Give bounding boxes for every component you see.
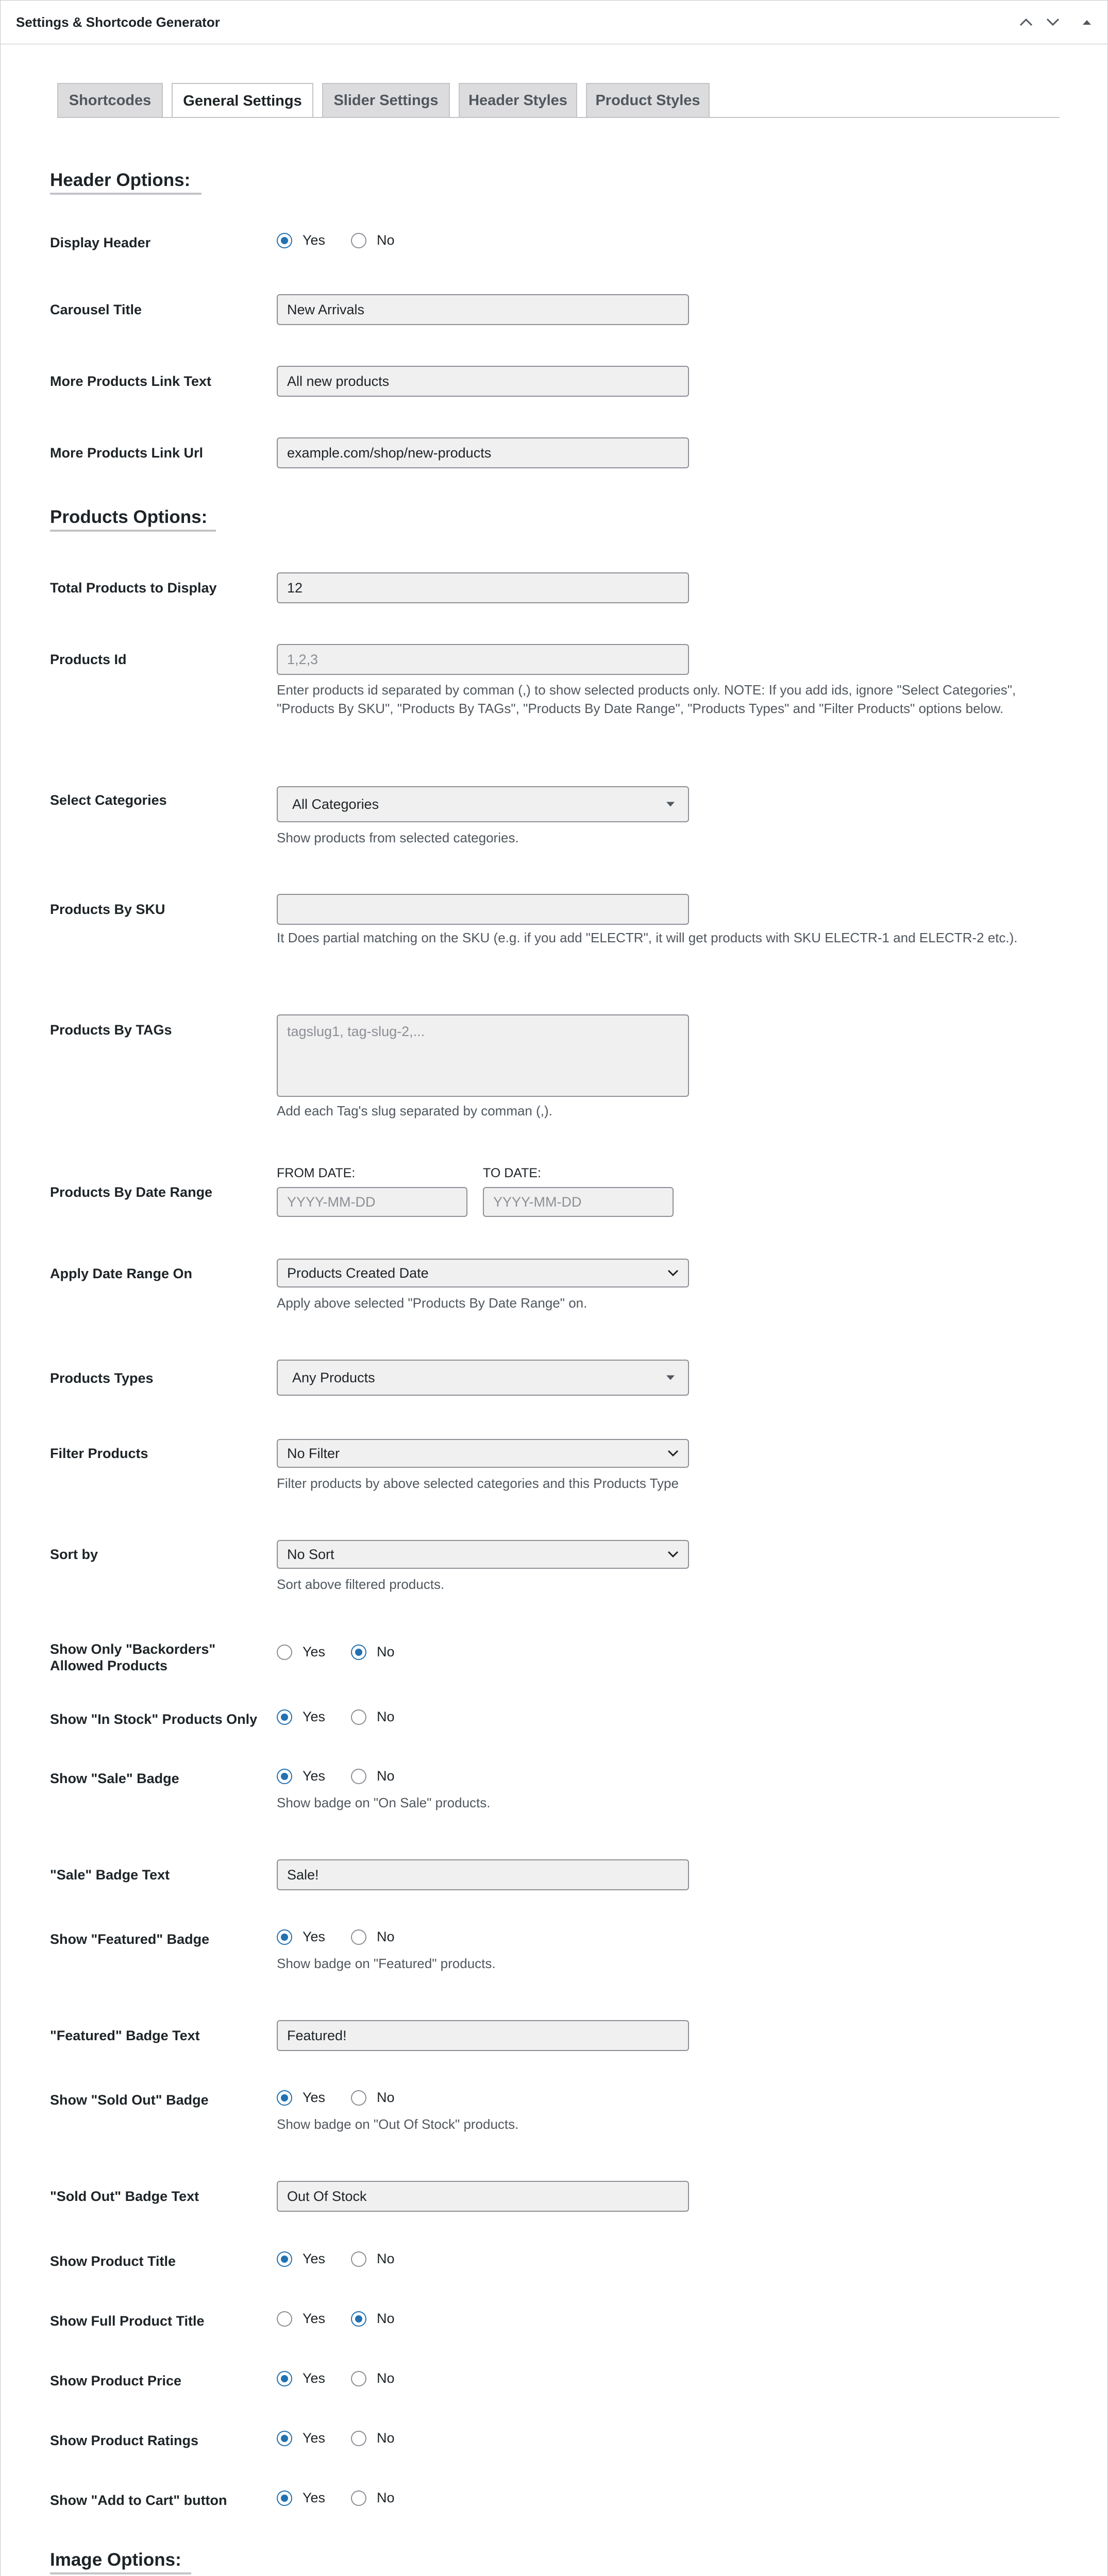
product-ratings-label: Show Product Ratings — [50, 2433, 199, 2448]
soldout-badge-label: Show "Sold Out" Badge — [50, 2092, 209, 2108]
sale-badge-yes[interactable] — [277, 1768, 325, 1784]
filter-products-label: Filter Products — [50, 1446, 148, 1461]
products-by-sku-description: It Does partial matching on the SKU (e.g. if you add "ELECTR", it will get products with SKU ELECTR-1 and ELECTR-2 etc.). — [277, 930, 1018, 945]
arrow-up-icon[interactable] — [1076, 11, 1098, 33]
soldout-badge-text-label: "Sold Out" Badge Text — [50, 2189, 199, 2204]
chevron-up-icon[interactable] — [1015, 11, 1037, 33]
postbox-header — [1, 1, 1107, 44]
backorders-no[interactable] — [351, 1644, 395, 1660]
radio-dot[interactable] — [351, 2311, 366, 2327]
radio-dot[interactable] — [277, 1709, 292, 1725]
radio-dot[interactable] — [351, 2431, 366, 2446]
radio-label: No — [377, 2430, 395, 2446]
box-title: Settings & Shortcode Generator — [16, 14, 220, 30]
radio-label: No — [377, 2251, 395, 2266]
radio-dot[interactable] — [351, 1645, 366, 1660]
soldout-badge-description: Show badge on "Out Of Stock" products. — [277, 2116, 519, 2132]
tab-shortcodes[interactable]: Shortcodes — [57, 83, 163, 117]
radio-label: Yes — [303, 232, 326, 248]
radio-dot[interactable] — [351, 1929, 366, 1945]
selected-value: No Filter — [287, 1445, 340, 1461]
full-product-title-yes[interactable] — [277, 2311, 325, 2327]
product-price-yes[interactable] — [277, 2370, 325, 2386]
radio-label: No — [377, 2311, 395, 2326]
radio-dot[interactable] — [277, 2490, 292, 2506]
label-line: Allowed Products — [50, 1658, 168, 1673]
apply-date-range-select[interactable] — [277, 1259, 689, 1287]
products-id-input[interactable]: 1,2,3 — [277, 644, 689, 675]
product-price-label: Show Product Price — [50, 2373, 182, 2388]
products-by-tags-description: Add each Tag's slug separated by comman (,). — [277, 1103, 552, 1118]
radio-label: Yes — [303, 1768, 326, 1784]
radio-label: Yes — [303, 1929, 326, 1944]
radio-dot[interactable] — [351, 2490, 366, 2506]
radio-label: No — [377, 1768, 395, 1784]
product-title-label: Show Product Title — [50, 2253, 176, 2269]
radio-label: No — [377, 2490, 395, 2505]
caret-down-icon — [666, 802, 675, 807]
product-ratings-yes[interactable] — [277, 2430, 325, 2446]
selected-value: Any Products — [292, 1369, 375, 1385]
tab-slider-settings[interactable]: Slider Settings — [322, 83, 450, 117]
radio-dot[interactable] — [277, 233, 292, 248]
apply-date-range-label: Apply Date Range On — [50, 1266, 193, 1281]
radio-dot[interactable] — [277, 1769, 292, 1784]
filter-products-description: Filter products by above selected categories and this Products Type — [277, 1476, 679, 1491]
section-header-options: Header Options: — [50, 170, 191, 190]
select-categories-description: Show products from selected categories. — [277, 830, 519, 845]
radio-dot[interactable] — [277, 2251, 292, 2267]
featured-badge-text-label: "Featured" Badge Text — [50, 2028, 200, 2043]
date-range-label: Products By Date Range — [50, 1184, 213, 1200]
sale-badge-description: Show badge on "On Sale" products. — [277, 1795, 491, 1810]
section-underline — [50, 2572, 191, 2574]
product-title-no[interactable] — [351, 2251, 395, 2267]
in-stock-yes[interactable] — [277, 1709, 325, 1725]
full-product-title-label: Show Full Product Title — [50, 2313, 205, 2329]
apply-date-range-description: Apply above selected "Products By Date Range" on. — [277, 1295, 587, 1311]
products-by-tags-textarea[interactable]: tagslug1, tag-slug-2,... — [277, 1014, 689, 1097]
sale-badge-text-label: "Sale" Badge Text — [50, 1867, 170, 1883]
radio-label: No — [377, 1709, 395, 1724]
sort-by-description: Sort above filtered products. — [277, 1577, 445, 1592]
in-stock-label: Show "In Stock" Products Only — [50, 1711, 258, 1727]
more-link-url-input[interactable]: example.com/shop/new-products — [277, 437, 689, 468]
backorders-yes[interactable] — [277, 1644, 325, 1660]
soldout-badge-no[interactable] — [351, 2090, 395, 2106]
product-price-no[interactable] — [351, 2370, 395, 2386]
caret-down-icon — [666, 1376, 675, 1380]
more-link-url-label: More Products Link Url — [50, 445, 204, 461]
radio-dot[interactable] — [351, 2251, 366, 2267]
add-to-cart-no[interactable] — [351, 2490, 395, 2506]
from-date-input[interactable]: YYYY-MM-DD — [277, 1187, 467, 1217]
products-id-label: Products Id — [50, 652, 127, 667]
products-by-tags-label: Products By TAGs — [50, 1022, 172, 1038]
featured-badge-description: Show badge on "Featured" products. — [277, 1956, 496, 1971]
tab-product-styles[interactable]: Product Styles — [586, 83, 710, 117]
soldout-badge-text-input[interactable]: Out Of Stock — [277, 2181, 689, 2212]
sale-badge-text-input[interactable]: Sale! — [277, 1859, 689, 1890]
to-date-label: TO DATE: — [483, 1166, 541, 1180]
chevron-down-icon — [667, 1446, 679, 1461]
products-id-description: Enter products id separated by comman (,) to show selected products only. NOTE: If you add ids, ignore "Select Categories", "Products By SKU", "Products By TAGs", "Products By Date Range", "Products Types" and "Filter Products" options below. — [277, 682, 1016, 716]
radio-dot[interactable] — [351, 2090, 366, 2106]
radio-label: Yes — [303, 2430, 326, 2446]
radio-label: No — [377, 2090, 395, 2105]
sort-by-select[interactable] — [277, 1540, 689, 1569]
radio-label: Yes — [303, 2490, 326, 2505]
tab-divider — [57, 117, 1060, 118]
display-header-yes[interactable] — [277, 232, 325, 248]
add-to-cart-yes[interactable] — [277, 2490, 325, 2506]
from-date-label: FROM DATE: — [277, 1166, 356, 1180]
product-ratings-no[interactable] — [351, 2430, 395, 2446]
backorders-label — [50, 1641, 215, 1674]
radio-label: Yes — [303, 1709, 326, 1724]
more-link-text-input[interactable]: All new products — [277, 366, 689, 397]
sale-badge-label: Show "Sale" Badge — [50, 1771, 179, 1786]
section-underline — [50, 530, 216, 532]
radio-dot[interactable] — [351, 1769, 366, 1784]
chevron-down-icon — [667, 1547, 679, 1562]
product-title-yes[interactable] — [277, 2251, 325, 2267]
products-types-dropdown[interactable] — [277, 1360, 689, 1396]
sort-by-label: Sort by — [50, 1547, 98, 1562]
add-to-cart-label: Show "Add to Cart" button — [50, 2493, 227, 2508]
radio-dot[interactable] — [351, 2371, 366, 2386]
products-by-sku-input[interactable] — [277, 894, 689, 925]
to-date-input[interactable]: YYYY-MM-DD — [483, 1187, 674, 1217]
chevron-down-icon[interactable] — [1042, 11, 1064, 33]
section-underline — [50, 193, 202, 195]
selected-value: Products Created Date — [287, 1265, 429, 1281]
featured-badge-text-input[interactable]: Featured! — [277, 2020, 689, 2051]
more-link-text-label: More Products Link Text — [50, 374, 212, 389]
radio-label: No — [377, 2370, 395, 2386]
radio-dot[interactable] — [277, 2371, 292, 2386]
products-by-sku-label: Products By SKU — [50, 902, 165, 917]
featured-badge-no[interactable] — [351, 1929, 395, 1945]
section-image-options: Image Options: — [50, 2550, 181, 2570]
products-types-label: Products Types — [50, 1370, 154, 1386]
tab-header-styles[interactable]: Header Styles — [459, 83, 577, 117]
display-header-no[interactable] — [351, 232, 395, 248]
display-header-label: Display Header — [50, 235, 151, 250]
carousel-title-input[interactable]: New Arrivals — [277, 294, 689, 325]
selected-value: No Sort — [287, 1546, 334, 1562]
radio-label: Yes — [303, 2251, 326, 2266]
radio-label: No — [377, 232, 395, 248]
radio-label: No — [377, 1929, 395, 1944]
carousel-title-label: Carousel Title — [50, 302, 142, 317]
radio-label: Yes — [303, 1644, 326, 1659]
radio-dot[interactable] — [277, 2090, 292, 2106]
chevron-down-icon — [667, 1266, 679, 1280]
filter-products-select[interactable] — [277, 1439, 689, 1468]
select-categories-label: Select Categories — [50, 792, 167, 808]
radio-dot[interactable] — [277, 1645, 292, 1660]
total-products-input[interactable]: 12 — [277, 572, 689, 603]
total-products-label: Total Products to Display — [50, 580, 217, 596]
radio-dot[interactable] — [277, 2431, 292, 2446]
selected-value: All Categories — [292, 796, 379, 812]
radio-label: No — [377, 1644, 395, 1659]
in-stock-no[interactable] — [351, 1709, 395, 1725]
radio-dot[interactable] — [277, 1929, 292, 1945]
featured-badge-label: Show "Featured" Badge — [50, 1931, 210, 1947]
section-products-options: Products Options: — [50, 507, 208, 527]
featured-badge-yes[interactable] — [277, 1929, 325, 1945]
full-product-title-no[interactable] — [351, 2311, 395, 2327]
radio-dot[interactable] — [351, 1709, 366, 1725]
tab-general-settings[interactable]: General Settings — [172, 83, 313, 118]
label-line: Show Only "Backorders" — [50, 1641, 216, 1657]
sale-badge-no[interactable] — [351, 1768, 395, 1784]
radio-label: Yes — [303, 2090, 326, 2105]
radio-dot[interactable] — [351, 233, 366, 248]
soldout-badge-yes[interactable] — [277, 2090, 325, 2106]
radio-label: Yes — [303, 2370, 326, 2386]
radio-label: Yes — [303, 2311, 326, 2326]
radio-dot[interactable] — [277, 2311, 292, 2327]
select-categories-dropdown[interactable] — [277, 786, 689, 822]
